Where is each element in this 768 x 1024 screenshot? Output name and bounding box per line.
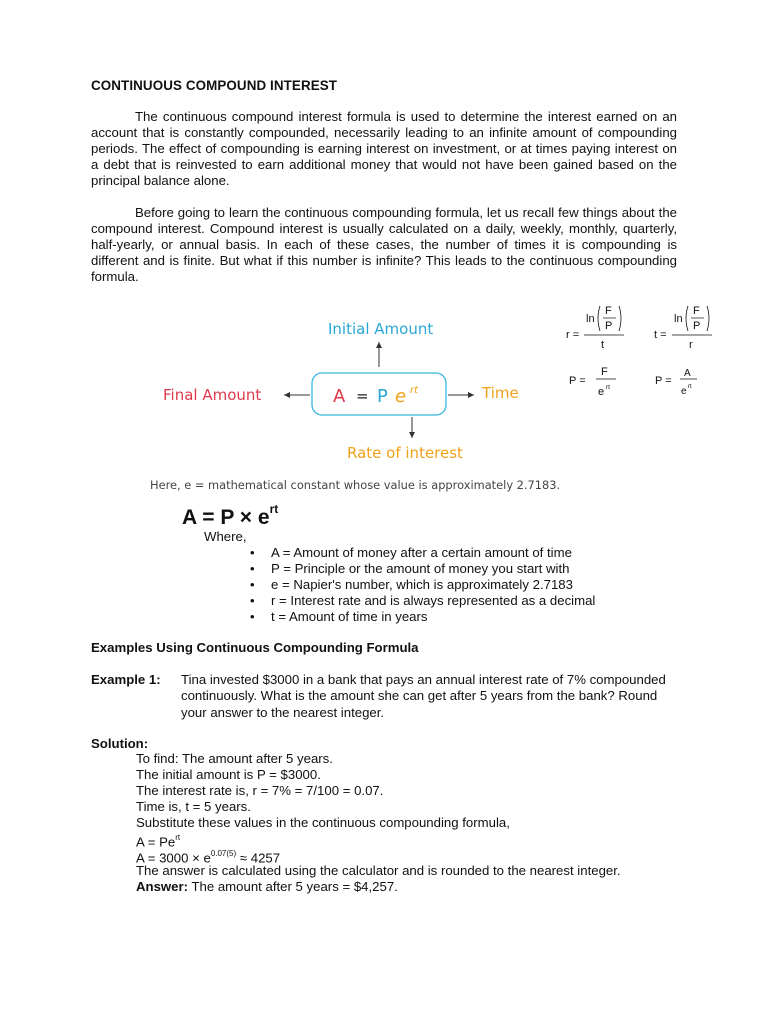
solution-label: Solution: [91,736,149,751]
list-item: • r = Interest rate and is always represented as a decimal [250,593,595,609]
solution-body [136,751,621,895]
initial-amount-label: Initial Amount [328,320,434,338]
formula-diagram [150,310,620,495]
constant-note: Here, e = mathematical constant whose value is approximately 2.7183. [150,478,561,492]
list-item: • e = Napier's number, which is approximately 2.7183 [250,577,595,593]
solution-line: The interest rate is, r = 7% = 7/100 = 0.07. [136,783,384,798]
formula-e: e [395,386,407,407]
solution-calc-line: $A = 3000 \times e^{0.07(5)} \approx 4257$ [136,849,281,866]
solution-line: The initial amount is P = $3000. [136,767,321,782]
solution-answer: Answer: The amount after 5 years = $4,257. [136,879,398,894]
solution-formula-line: $A = Pe^{rt}$ [136,833,181,850]
fraction-f: F [605,305,612,317]
rearranged-formulas [560,298,720,403]
rate-of-interest-label: Rate of interest [347,444,463,462]
where-label: Where, [204,529,247,544]
example-label: Example 1: [91,672,161,687]
main-formula-exponent: rt [269,502,279,516]
p-equals: P = [569,375,586,387]
intro-paragraph: The continuous compound interest formula is used to determine the interest earned on an account that is constantly compounded, necessarily leading to an infinite amount of compounding periods. The effect of compounding is earning interest on investment, or at times paying interest on a debt that is reinvested to earn additional money that would not have been gained based on the principal balance alone. [91,109,677,188]
recall-paragraph: Before going to learn the continuous compounding formula, let us recall few things about the compound interest. Compound interest is usually calculated on a daily, weekly, monthly, quarterly, half-yearly, or annual basis. In each of these cases, the number of times it is compounding is different and is finite. But what if this number is infinite? This leads to the continuous compounding formula. [91,205,677,284]
list-item: • P = Principle or the amount of money you start with [250,561,595,577]
examples-heading: Examples Using Continuous Compounding Formula [91,640,419,655]
page-title: CONTINUOUS COMPOUND INTEREST [91,78,338,93]
denominator-t: t [601,339,605,351]
list-item: • t = Amount of time in years [250,609,595,625]
main-formula [182,502,279,530]
formula-a: A [333,386,346,407]
denominator-e: e [598,386,605,398]
t-equals: t = [654,329,667,341]
numerator-f: F [601,366,608,378]
solution-line: To find: The amount after 5 years. [136,751,333,766]
fraction-f-2: F [693,305,700,317]
r-equals: r = [566,329,580,341]
solution-line: Time is, t = 5 years. [136,799,251,814]
ln-label: ln [586,313,595,325]
definitions-list [250,545,595,625]
main-formula-text: A = P × e [182,506,270,529]
paren-left [598,306,600,331]
numerator-a: A [684,368,691,379]
final-amount-label: Final Amount [163,386,262,404]
ln-label-2: ln [674,313,683,325]
denominator-rt-2: rt [688,384,692,390]
example-text: Tina invested $3000 in a bank that pays an annual interest rate of 7% compounded continuously. What is the amount she can get after 5 years from the bank? Round your answer to the nearest integer. [181,672,666,720]
time-label: Time [482,384,519,402]
p-equals-2: P = [655,375,672,387]
formula-rt: rt [410,385,419,396]
solution-note: The answer is calculated using the calculator and is rounded to the nearest integer. [136,863,621,878]
denominator-e-2: e [681,386,687,397]
fraction-p: P [605,320,613,332]
formula-equals: = [356,387,369,405]
formula-p: P [377,386,388,407]
denominator-r: r [689,339,693,351]
solution-line: Substitute these values in the continuous compounding formula, [136,815,510,830]
fraction-p-2: P [693,320,701,332]
paren-right [619,306,621,331]
denominator-rt: rt [606,384,610,391]
list-item: • A = Amount of money after a certain amount of time [250,545,595,561]
